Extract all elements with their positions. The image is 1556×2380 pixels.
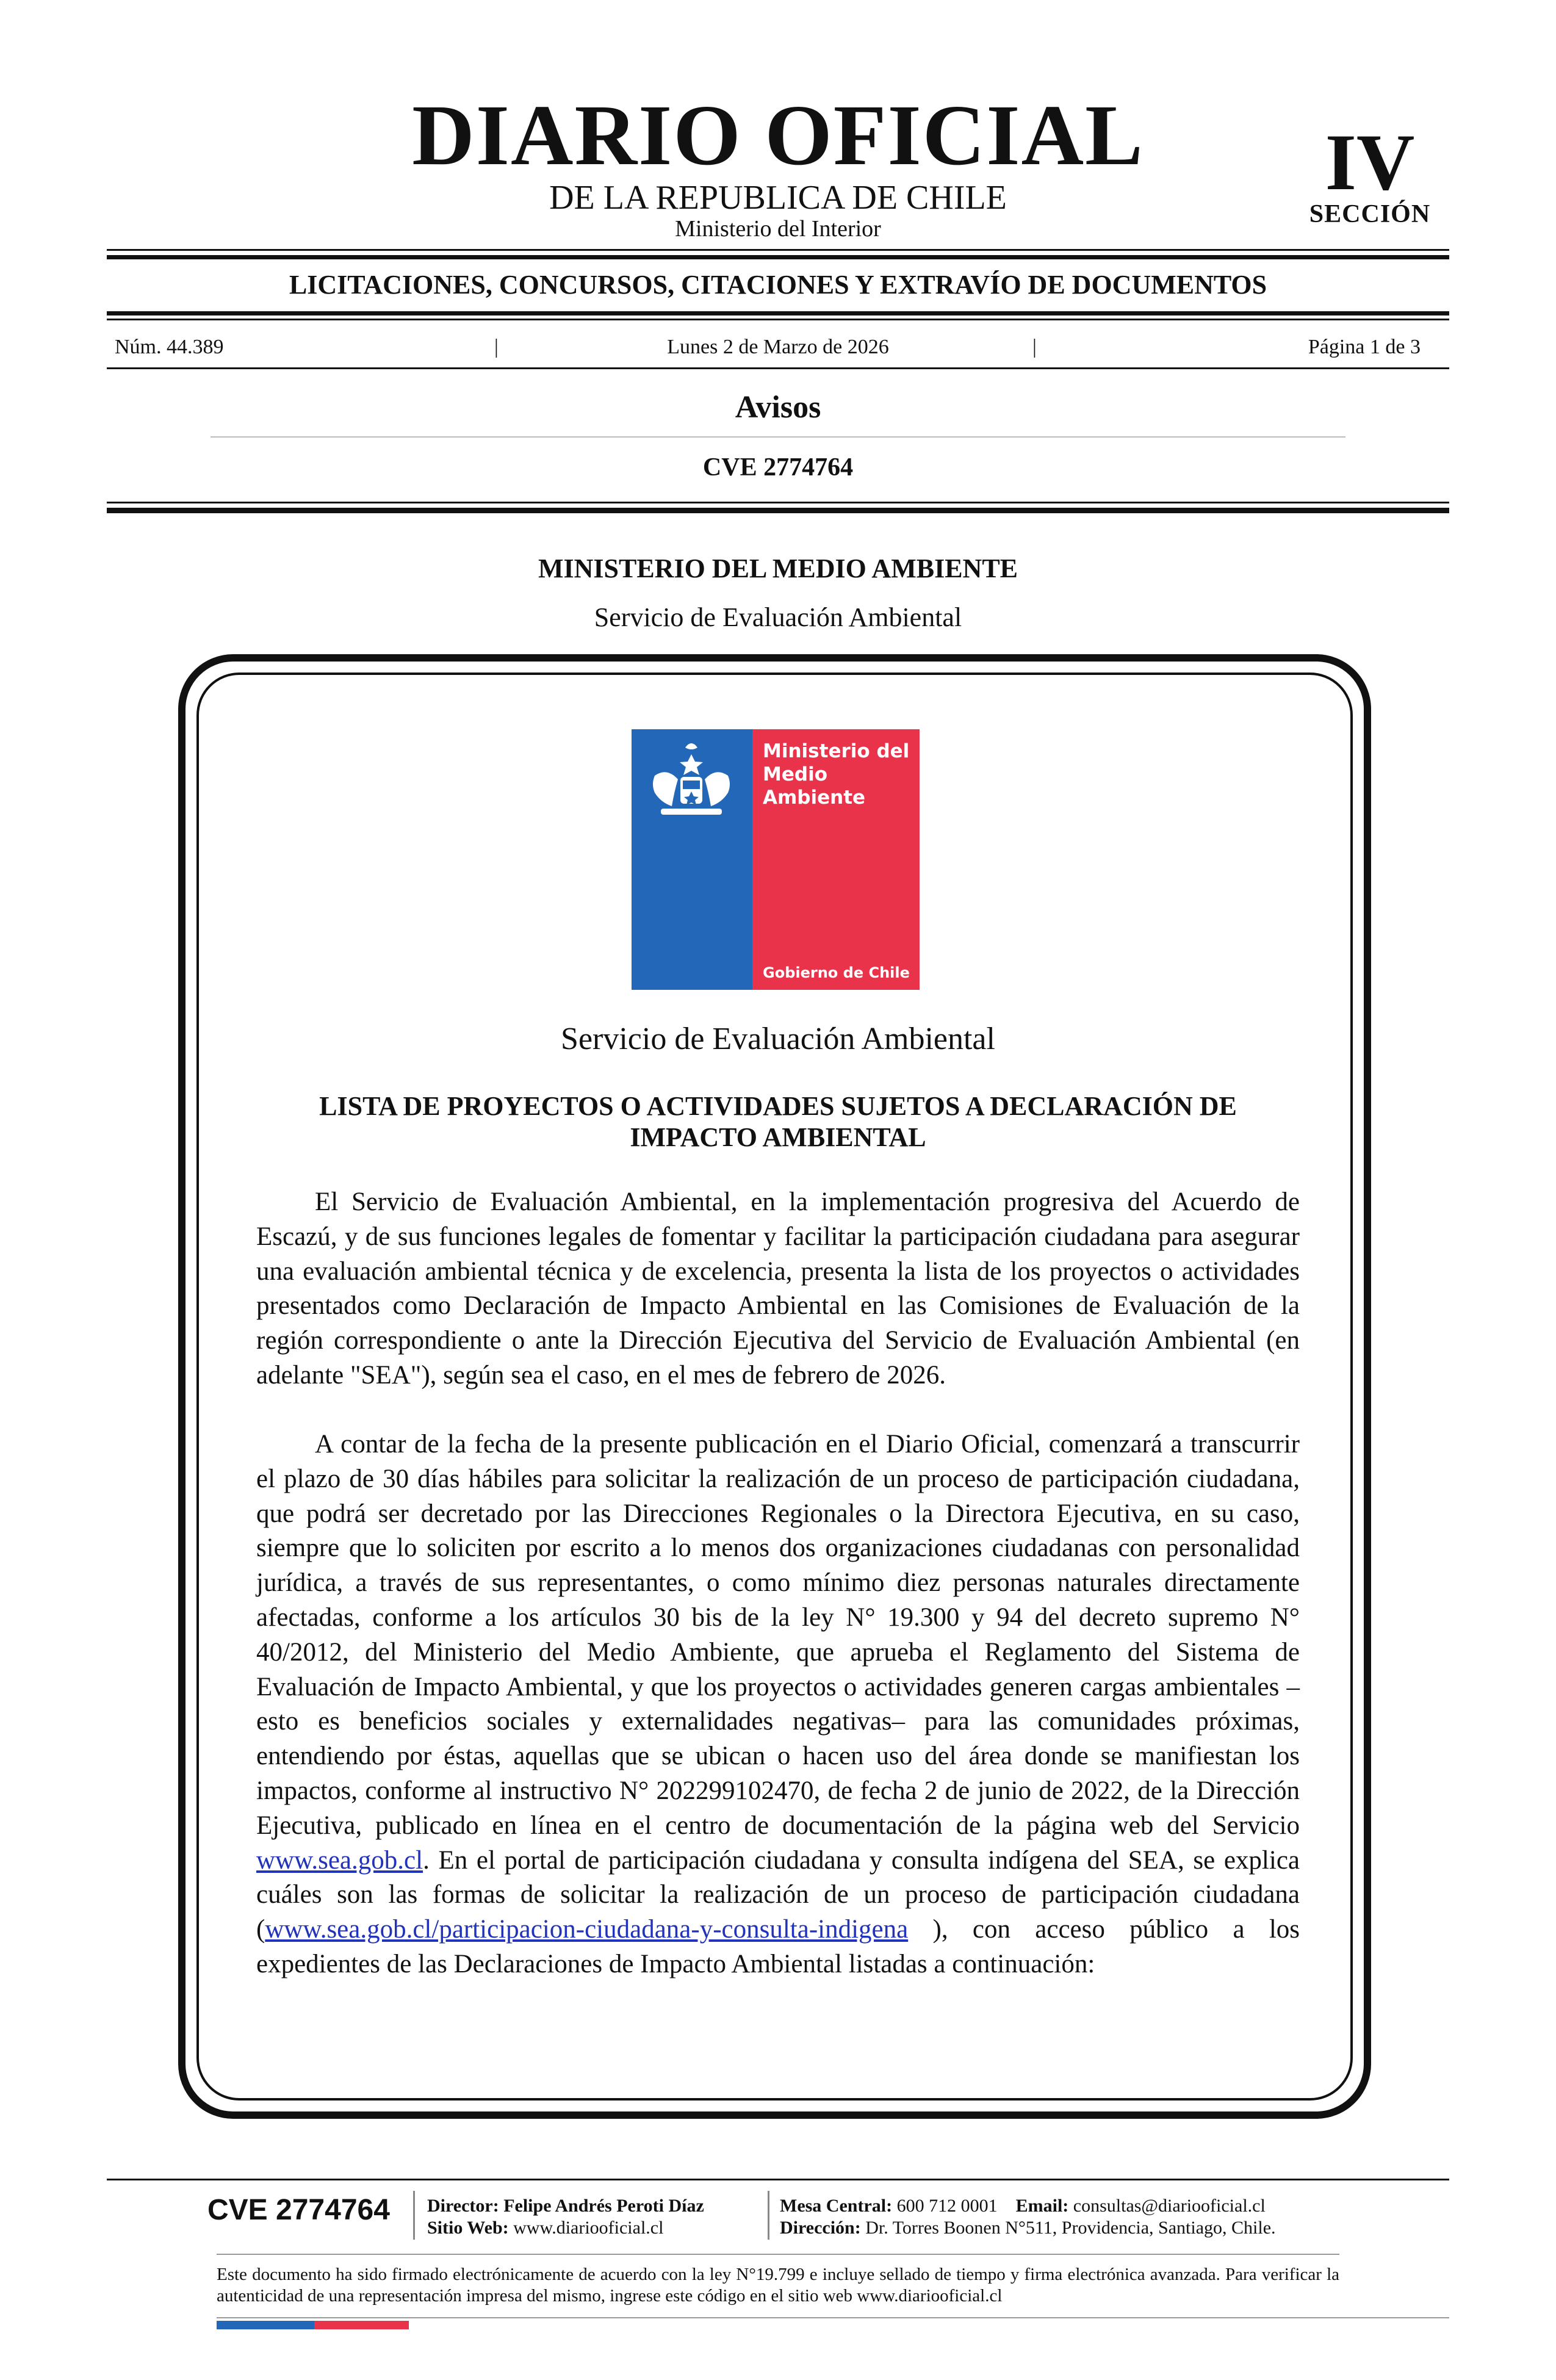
masthead-rule-thin <box>107 249 1449 251</box>
logo-red-panel <box>752 729 920 990</box>
footer-flag-red <box>314 2321 409 2329</box>
masthead-rule-thick <box>107 255 1449 259</box>
ministry-heading: MINISTERIO DEL MEDIO AMBIENTE <box>538 554 1018 583</box>
footer-legal-note: Este documento ha sido firmado electrónicamente de acuerdo con la ley N°19.799 e incluye sellado de tiempo y firma electrónica avanzada. Para verificar la autenticidad de una representación impresa del mismo, ingrese este código en el sitio web www.diariooficial.cl <box>217 2265 1339 2306</box>
section-rule-thin <box>107 319 1449 320</box>
notice-paragraph-2 <box>256 1427 1300 1982</box>
website-label: Sitio Web: <box>427 2218 509 2238</box>
footer-separator <box>768 2191 769 2240</box>
notice-paragraph-1 <box>256 1185 1300 1393</box>
section-label: SECCIÓN <box>1309 200 1431 228</box>
paragraph-text: ), con acceso público a los expedientes de las Declaraciones de Impacto Ambiental listadas a continuación: <box>256 1915 1300 1978</box>
newspaper-subtitle: DE LA REPUBLICA DE CHILE <box>549 179 1007 217</box>
phone-value: 600 712 0001 <box>896 2196 998 2216</box>
meta-rule <box>107 367 1449 369</box>
notice-title: LISTA DE PROYECTOS O ACTIVIDADES SUJETOS A DECLARACIÓN DE IMPACTO AMBIENTAL <box>319 1091 1237 1152</box>
paragraph-text: . En el portal de participación ciudadana y consulta indígena del SEA, se explica cuáles son las formas de solicitar la realización de un proceso de participación ciudadana ( <box>256 1845 1300 1944</box>
section-number: IV <box>1325 117 1415 207</box>
logo-blue-panel <box>632 729 752 990</box>
footer-cve-code: CVE 2774764 <box>207 2194 390 2226</box>
logo-government-label: Gobierno de Chile <box>763 964 910 981</box>
coat-of-arms-icon <box>636 733 746 843</box>
footer-separator <box>413 2191 415 2240</box>
paragraph-text: El Servicio de Evaluación Ambiental, en la implementación progresiva del Acuerdo de Escazú, y de sus funciones legales de fomentar y facilitar la participación ciudadana para asegurar una evaluación ambiental técnica y de excelencia, presenta la lista de los proyectos o actividades presentados como Declaración de Impacto Ambiental en las Comisiones de Evaluación de la región correspondiente o ante la Dirección Ejecutiva del Servicio de Evaluación Ambiental (en adelante "SEA"), según sea el caso, en el mes de febrero de 2026. <box>256 1188 1300 1390</box>
address-label: Dirección: <box>780 2218 861 2238</box>
footer-rule-mid <box>217 2254 1339 2255</box>
newspaper-ministry: Ministerio del Interior <box>675 216 881 242</box>
header-rule-thick <box>107 508 1449 513</box>
notice-service-title: Servicio de Evaluación Ambiental <box>561 1022 995 1056</box>
cve-code: CVE 2774764 <box>702 453 854 481</box>
logo-ministry-name: Ministerio del Medio Ambiente <box>763 740 910 809</box>
avisos-rule <box>211 436 1345 438</box>
issue-number: Núm. 44.389 <box>115 336 224 358</box>
avisos-heading: Avisos <box>735 390 821 425</box>
email-label: Email: <box>1015 2196 1069 2216</box>
footer-rule-top <box>107 2179 1449 2180</box>
page-indicator: Página 1 de 3 <box>1308 336 1421 358</box>
footer-director-block <box>427 2195 704 2239</box>
email-link[interactable]: consultas@diariooficial.cl <box>1073 2196 1266 2216</box>
footer-rule-bottom <box>217 2317 1449 2318</box>
participation-portal-link[interactable]: www.sea.gob.cl/participacion-ciudadana-y-consulta-indigena <box>265 1915 909 1944</box>
paragraph-text: A contar de la fecha de la presente publicación en el Diario Oficial, comenzará a transcurrir el plazo de 30 días hábiles para solicitar la realización de un proceso de participación ciudadana, que podrá ser decretado por las Direcciones Regionales o la Directora Ejecutiva, en su caso, siempre que lo soliciten por escrito a lo menos dos organizaciones ciudadanas con personalidad jurídica, a través de sus representantes, o como mínimo diez personas naturales directamente afectadas, conforme a los artículos 30 bis de la ley N° 19.300 y 94 del decreto supremo N° 40/2012, del Ministerio del Medio Ambiente, que aprueba el Reglamento del Sistema de Evaluación de Impacto Ambiental, y que los proyectos o actividades generen cargas ambientales –esto es beneficios sociales y externalidades negativas– para las comunidades próximas, entendiendo por éstas, aquellas que se ubican o hacen uso del área donde se manifiestan los impactos, conforme al instructivo N° 202299102470, de fecha 2 de junio de 2022, de la Dirección Ejecutiva, publicado en línea en el centro de documentación de la página web del Servicio <box>256 1430 1300 1840</box>
meta-separator: | <box>1032 336 1037 358</box>
footer-flag-blue <box>217 2321 314 2329</box>
newspaper-title: DIARIO OFICIAL <box>412 87 1144 183</box>
director-name: Felipe Andrés Peroti Díaz <box>503 2196 704 2216</box>
phone-label: Mesa Central: <box>780 2196 893 2216</box>
sea-website-link[interactable]: www.sea.gob.cl <box>256 1845 423 1875</box>
issue-date: Lunes 2 de Marzo de 2026 <box>667 336 889 358</box>
director-label: Director: <box>427 2196 499 2216</box>
footer-website-link[interactable]: www.diariooficial.cl <box>513 2218 664 2238</box>
meta-separator: | <box>494 336 499 358</box>
header-rule-thin <box>107 502 1449 503</box>
ministry-logo <box>632 729 920 990</box>
section-rule-thick <box>107 311 1449 316</box>
address-value: Dr. Torres Boonen N°511, Providencia, Santiago, Chile. <box>865 2218 1276 2238</box>
section-title: LICITACIONES, CONCURSOS, CITACIONES Y EXTRAVÍO DE DOCUMENTOS <box>289 270 1267 300</box>
footer-contact-block <box>780 2195 1276 2239</box>
service-heading: Servicio de Evaluación Ambiental <box>594 602 962 632</box>
